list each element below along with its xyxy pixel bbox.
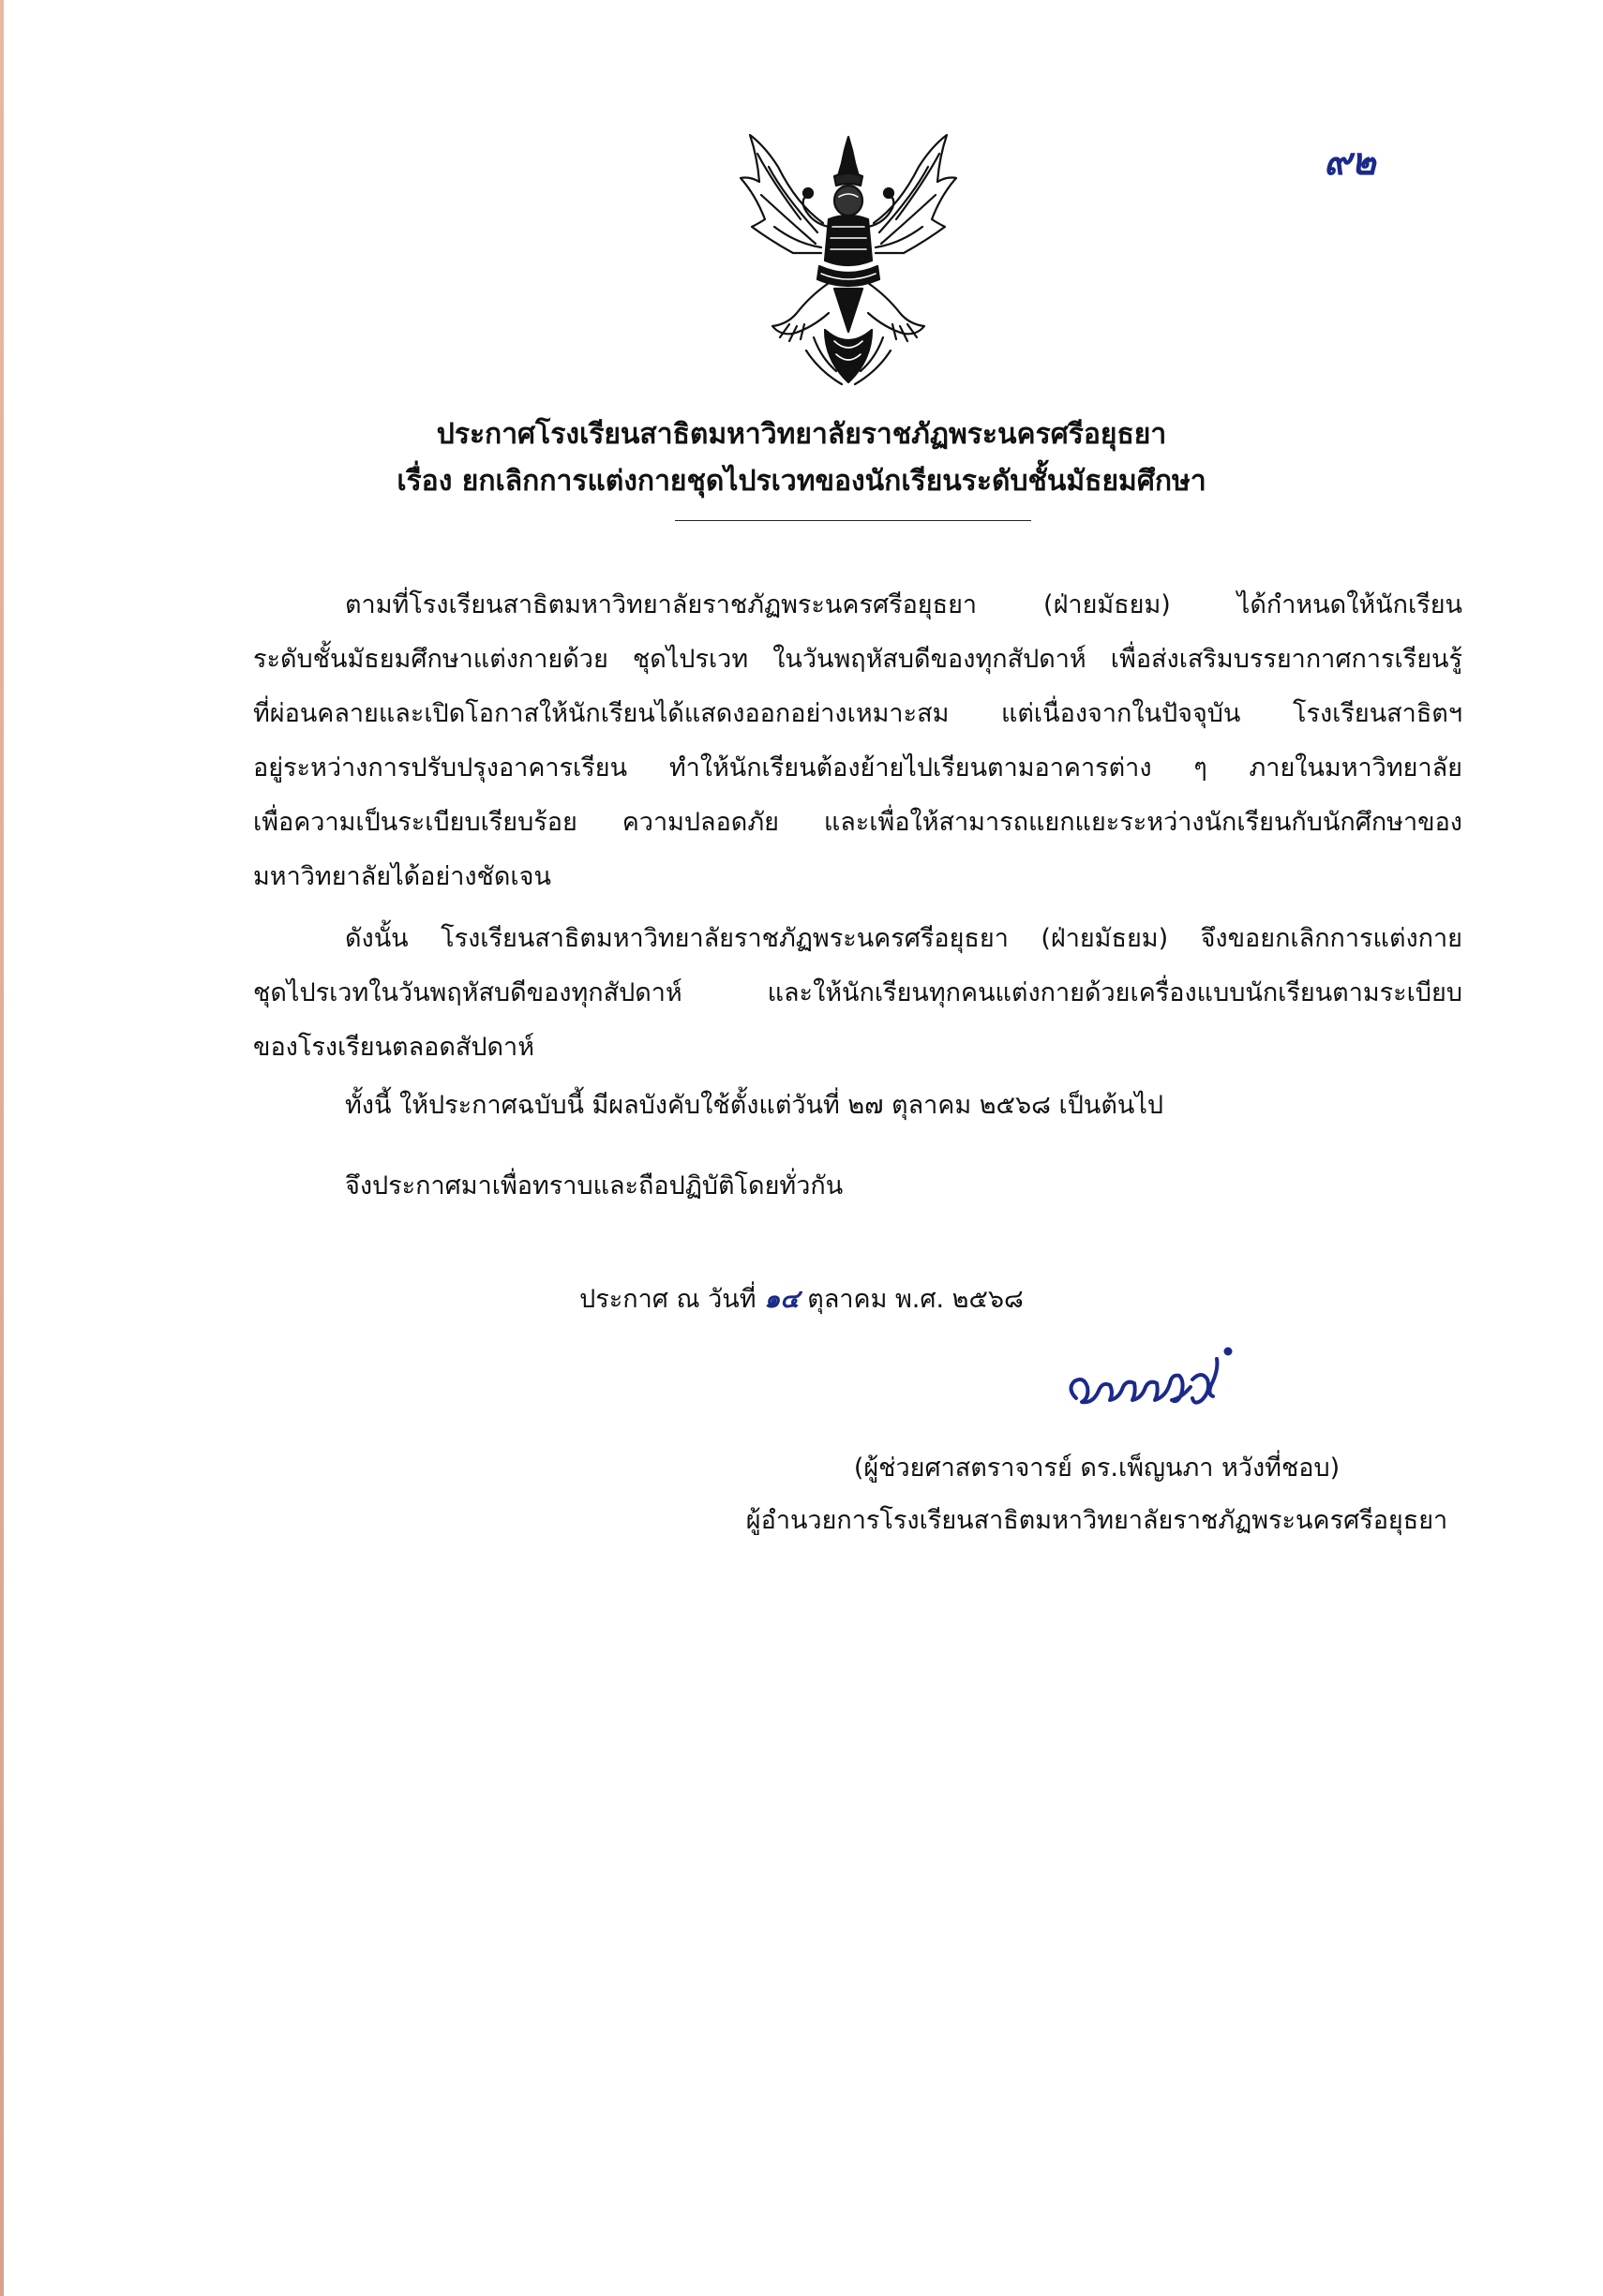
signatory-position: ผู้อำนวยการโรงเรียนสาธิตมหาวิทยาลัยราชภัฏพระนครศรีอยุธยา: [745, 1506, 1448, 1535]
date-day-handwritten: ๑๔: [764, 1285, 800, 1314]
paragraph-2-line-2: ชุดไปรเวทในวันพฤหัสบดีของทุกสัปดาห์ และให้นักเรียนทุกคนแต่งกายด้วยเครื่องแบบนักเรียนตามระเบียบ: [253, 978, 1462, 1007]
paragraph-1-line-3: ที่ผ่อนคลายและเปิดโอกาสให้นักเรียนได้แสดงออกอย่างเหมาะสม แต่เนื่องจากในปัจจุบัน โรงเรียนสาธิตฯ: [253, 699, 1462, 728]
handwritten-signature: [1061, 1342, 1239, 1426]
paragraph-2-line-3: ของโรงเรียนตลอดสัปดาห์: [253, 1033, 534, 1062]
paragraph-2-line-1: ดังนั้น โรงเรียนสาธิตมหาวิทยาลัยราชภัฏพระนครศรีอยุธยา (ฝ่ายมัธยม) จึงขอยกเลิกการแต่งกาย: [345, 924, 1462, 953]
announcement-title: ประกาศโรงเรียนสาธิตมหาวิทยาลัยราชภัฏพระนครศรีอยุธยา: [436, 418, 1167, 451]
scan-edge: [0, 0, 4, 2296]
title-divider: [675, 520, 1031, 521]
announcement-subject: เรื่อง ยกเลิกการแต่งกายชุดไปรเวทของนักเรียนระดับชั้นมัธยมศึกษา: [397, 465, 1206, 498]
paragraph-1-line-1: ตามที่โรงเรียนสาธิตมหาวิทยาลัยราชภัฏพระนครศรีอยุธยา (ฝ่ายมัธยม) ได้กำหนดให้นักเรียน: [345, 590, 1462, 619]
closing-sentence: จึงประกาศมาเพื่อทราบและถือปฏิบัติโดยทั่วกัน: [345, 1171, 844, 1200]
paragraph-1-line-2: ระดับชั้นมัธยมศึกษาแต่งกายด้วย ชุดไปรเวท ในวันพฤหัสบดีของทุกสัปดาห์ เพื่อส่งเสริมบรรยากาศการเรียนรู้: [253, 645, 1462, 674]
page-number: ๙๒: [1324, 140, 1376, 184]
paragraph-1-line-5: เพื่อความเป็นระเบียบเรียบร้อย ความปลอดภัย และเพื่อให้สามารถแยกแยะระหว่างนักเรียนกับนักศึกษาของ: [253, 808, 1462, 837]
date-prefix: ประกาศ ณ วันที่: [579, 1285, 757, 1314]
effective-date-paragraph: ทั้งนี้ ให้ประกาศฉบับนี้ มีผลบังคับใช้ตั้งแต่วันที่ ๒๗ ตุลาคม ๒๕๖๘ เป็นต้นไป: [345, 1091, 1164, 1120]
signatory-name: (ผู้ช่วยศาสตราจารย์ ดร.เพ็ญนภา หวังที่ชอบ): [853, 1454, 1341, 1483]
paragraph-1-line-6: มหาวิทยาลัยได้อย่างชัดเจน: [253, 862, 551, 891]
paragraph-1-line-4: อยู่ระหว่างการปรับปรุงอาคารเรียน ทำให้นักเรียนต้องย้ายไปเรียนตามอาคารต่าง ๆ ภายในมหาวิทยาลัย: [253, 753, 1462, 783]
date-suffix: ตุลาคม พ.ศ. ๒๕๖๘: [807, 1285, 1024, 1314]
announcement-date: [0, 1278, 1603, 1319]
garuda-emblem-icon: [731, 129, 966, 390]
